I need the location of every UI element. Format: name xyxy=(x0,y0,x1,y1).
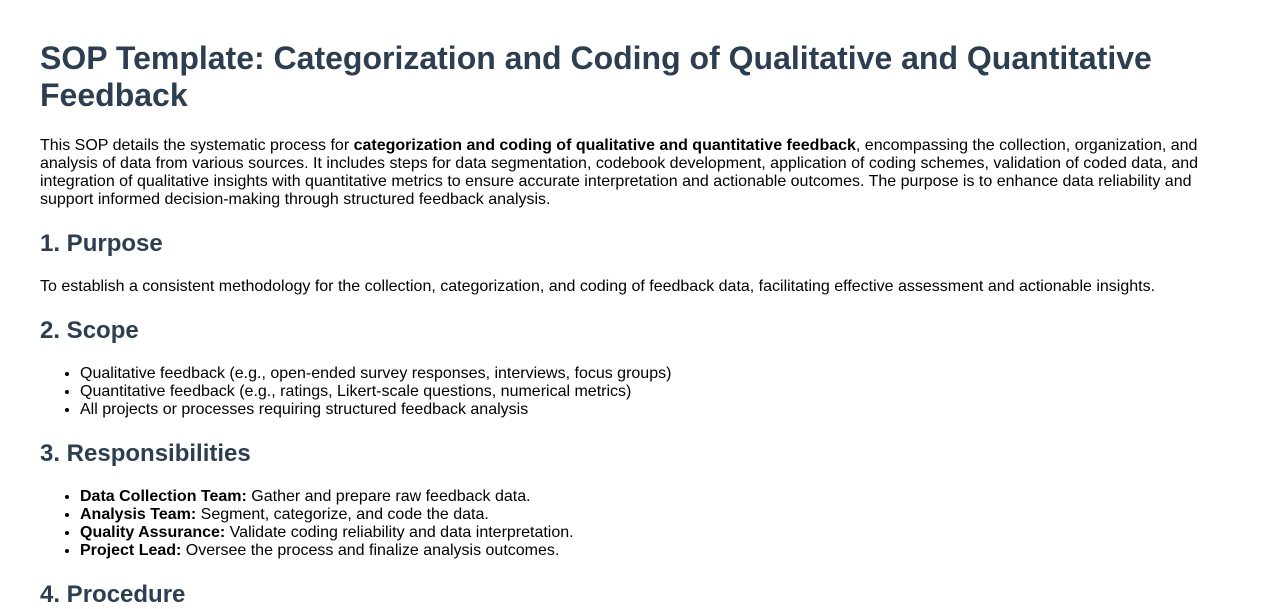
responsibility-role: Quality Assurance: xyxy=(80,524,226,541)
section-heading-responsibilities: 3. Responsibilities xyxy=(40,440,251,467)
responsibility-role: Data Collection Team: xyxy=(80,488,247,505)
responsibility-item xyxy=(80,506,1223,524)
responsibility-desc: Gather and prepare raw feedback data. xyxy=(246,488,531,505)
responsibility-item xyxy=(80,542,1223,560)
responsibility-desc: Segment, categorize, and code the data. xyxy=(196,506,489,523)
document-title: SOP Template: Categorization and Coding of Qualitative and Quantitative Feedback xyxy=(40,40,1152,113)
purpose-text: To establish a consistent methodology for the collection, categorization, and coding of feedback data, facilitating effective assessment and actionable insights. xyxy=(40,278,1156,295)
responsibility-item xyxy=(80,524,1223,542)
responsibilities-list xyxy=(40,488,1223,560)
intro-paragraph xyxy=(40,137,1205,209)
responsibility-role: Project Lead: xyxy=(80,542,182,559)
scope-list-item: • All projects or processes requiring structured feedback analysis xyxy=(80,401,1223,419)
section-heading-purpose: 1. Purpose xyxy=(40,230,163,257)
section-heading-scope: 2. Scope xyxy=(40,317,139,344)
scope-list xyxy=(40,365,1223,419)
responsibility-desc: Validate coding reliability and data interpretation. xyxy=(225,524,574,541)
scope-list-item: • Quantitative feedback (e.g., ratings, Likert-scale questions, numerical metrics) xyxy=(80,383,1223,401)
responsibility-role: Analysis Team: xyxy=(80,506,197,523)
intro-text-bold: categorization and coding of qualitative and quantitative feedback xyxy=(353,137,856,154)
intro-text-after: , encompassing the collection, organization, and analysis of data from various sources. It includes steps for data segmentation, codebook development, application of coding schemes, validation of coded data, and integration of qualitative insights with quantitative metrics to ensure accurate interpretation and actionable outcomes. The purpose is to enhance data reliability and support informed decision-making through structured feedback analysis. xyxy=(40,137,1199,208)
scope-list-item: • Qualitative feedback (e.g., open-ended survey responses, interviews, focus groups) xyxy=(80,365,1223,383)
responsibility-desc: Oversee the process and finalize analysis outcomes. xyxy=(181,542,560,559)
responsibility-item xyxy=(80,488,1223,506)
section-heading-procedure: 4. Procedure xyxy=(40,581,186,608)
intro-text-before: This SOP details the systematic process for xyxy=(40,137,354,154)
